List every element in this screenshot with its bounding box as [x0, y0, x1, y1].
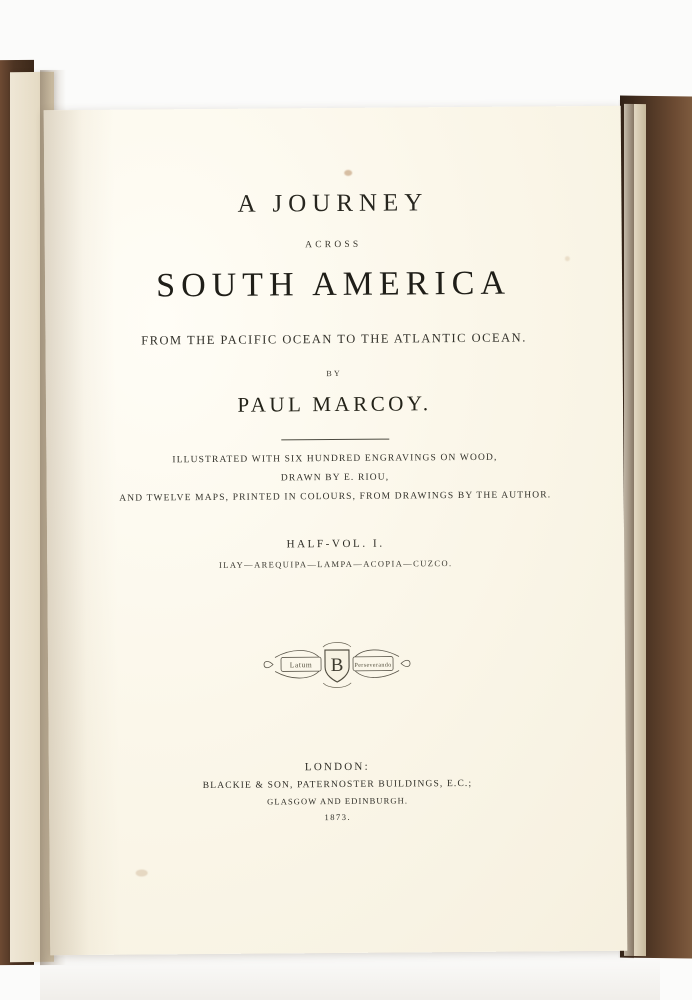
publisher-device-icon [252, 636, 420, 691]
title-line-2: SOUTH AMERICA [156, 264, 512, 305]
imprint-other-cities: GLASGOW AND EDINBURGH. [267, 795, 409, 807]
title-connector-across: ACROSS [305, 239, 362, 251]
credit-line-1: ILLUSTRATED WITH SIX HUNDRED ENGRAVINGS ON WOOD, [172, 452, 498, 466]
half-volume-label: HALF-VOL. I. [286, 537, 385, 551]
svg-text:Latum: Latum [289, 660, 312, 670]
route-itinerary: ILAY—AREQUIPA—LAMPA—ACOPIA—CUZCO. [218, 558, 453, 570]
credit-line-3: AND TWELVE MAPS, PRINTED IN COLOURS, FROM DRAWINGS BY THE AUTHOR. [119, 490, 552, 504]
imprint-city: LONDON: [304, 760, 370, 774]
title-page [44, 106, 628, 956]
imprint-year: 1873. [324, 811, 352, 823]
imprint-block [49, 759, 626, 825]
title-line-1: A JOURNEY [237, 189, 429, 218]
svg-text:B: B [330, 654, 343, 677]
foxing-spot [136, 869, 148, 876]
author-byline-label: BY [326, 368, 343, 379]
author-name: PAUL MARCOY. [237, 391, 432, 417]
imprint-publisher: BLACKIE & SON, PATERNOSTER BUILDINGS, E.C.; [202, 778, 473, 792]
foxing-spot [344, 170, 352, 176]
decorative-rule [281, 439, 389, 441]
credit-line-2: DRAWN BY E. RIOU, [280, 472, 390, 484]
svg-text:Perseverando: Perseverando [353, 662, 392, 669]
title-page-text-block [44, 188, 626, 825]
title-subtitle: FROM THE PACIFIC OCEAN TO THE ATLANTIC OCEAN. [141, 330, 527, 348]
